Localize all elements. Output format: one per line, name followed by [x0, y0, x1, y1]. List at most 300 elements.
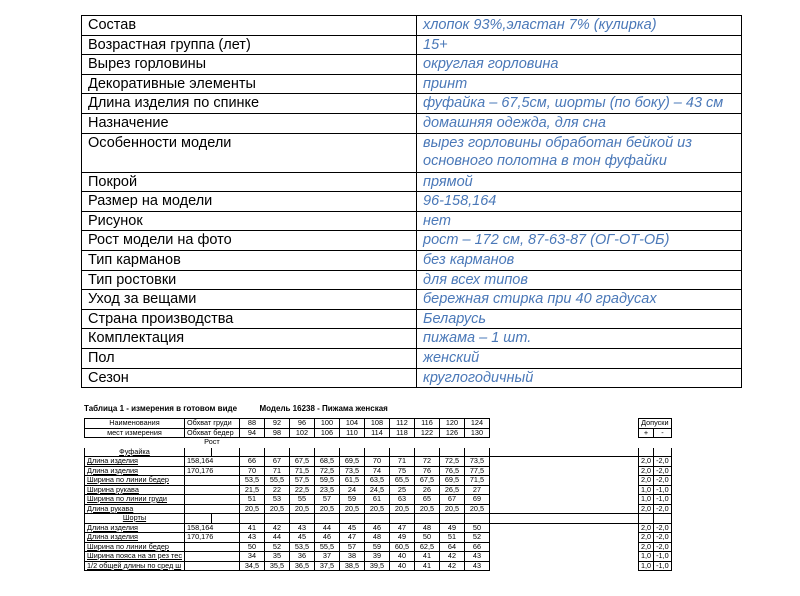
tolerance-minus-value: -2,0	[654, 542, 672, 552]
empty-cell	[314, 438, 339, 448]
measure-value: 52	[264, 542, 289, 552]
spec-value: фуфайка – 67,5см, шорты (по боку) – 43 см	[417, 94, 742, 114]
spec-value: вырез горловины обработан бейкой из основного полотна в тон фуфайки	[417, 133, 742, 172]
height-value	[184, 504, 239, 514]
measurement-name: 1/2 общей длины по сред ш	[85, 561, 185, 571]
measure-value: 42	[439, 552, 464, 562]
spec-label: Тип ростовки	[82, 270, 417, 290]
measure-value: 70	[239, 466, 264, 476]
spec-row	[82, 94, 742, 114]
section-row	[85, 514, 672, 524]
tolerance-plus-value: 1,0	[638, 561, 653, 571]
measure-value: 55	[289, 495, 314, 505]
spec-label: Рисунок	[82, 211, 417, 231]
measure-value: 20,5	[239, 504, 264, 514]
empty-cell	[239, 438, 264, 448]
measure-value: 72,5	[439, 457, 464, 467]
spec-row	[82, 368, 742, 388]
measure-value: 62,5	[414, 542, 439, 552]
chest-size: 104	[339, 419, 364, 429]
measure-value: 71,5	[289, 466, 314, 476]
tolerance-plus-value: 1,0	[638, 495, 653, 505]
meas-row	[85, 533, 672, 543]
measure-value: 20,5	[264, 504, 289, 514]
empty-cell	[364, 514, 389, 524]
spec-row	[82, 211, 742, 231]
measure-value: 46	[364, 523, 389, 533]
measure-value: 44	[314, 523, 339, 533]
tolerance-plus-value: 2,0	[638, 504, 653, 514]
empty-cell	[339, 447, 364, 457]
empty-cell	[439, 514, 464, 524]
hip-size: 126	[439, 428, 464, 438]
section-title: Фуфайка	[85, 447, 185, 457]
spec-row	[82, 231, 742, 251]
empty-cell	[489, 514, 638, 524]
spec-row	[82, 113, 742, 133]
measure-value: 55,5	[314, 542, 339, 552]
measure-value: 57	[314, 495, 339, 505]
measure-value: 72,5	[314, 466, 339, 476]
measure-value: 37,5	[314, 561, 339, 571]
measure-value: 43	[239, 533, 264, 543]
measure-value: 21,5	[239, 485, 264, 495]
measure-value: 34	[239, 552, 264, 562]
measure-value: 76	[414, 466, 439, 476]
empty-cell	[638, 438, 653, 448]
gap-cell	[489, 466, 638, 476]
height-value: 170,176	[184, 533, 239, 543]
measure-value: 51	[239, 495, 264, 505]
measure-value: 48	[414, 523, 439, 533]
measure-value: 26	[414, 485, 439, 495]
meas-row	[85, 504, 672, 514]
measure-value: 69,5	[439, 476, 464, 486]
height-label-row	[85, 438, 672, 448]
measure-value: 53	[264, 495, 289, 505]
measure-value: 36	[289, 552, 314, 562]
empty-cell	[414, 447, 439, 457]
measure-value: 20,5	[414, 504, 439, 514]
tolerance-minus-value: -2,0	[654, 457, 672, 467]
measure-value: 49	[389, 533, 414, 543]
spec-value: 15+	[417, 35, 742, 55]
measurement-caption	[84, 404, 388, 413]
header-name-1: Наименования	[85, 419, 185, 429]
spec-value: без карманов	[417, 250, 742, 270]
measure-value: 23,5	[314, 485, 339, 495]
measure-value: 53,5	[239, 476, 264, 486]
measure-value: 42	[439, 561, 464, 571]
empty-cell	[339, 514, 364, 524]
measure-value: 43	[289, 523, 314, 533]
measurement-name: Ширина рукава	[85, 485, 185, 495]
measure-value: 20,5	[314, 504, 339, 514]
meas-row	[85, 542, 672, 552]
measure-value: 63	[389, 495, 414, 505]
meas-header-row	[85, 428, 672, 438]
height-value	[184, 485, 239, 495]
spec-value: пижама – 1 шт.	[417, 329, 742, 349]
chest-size: 88	[239, 419, 264, 429]
height-value	[184, 476, 239, 486]
measure-value: 53,5	[289, 542, 314, 552]
spec-label: Страна производства	[82, 309, 417, 329]
tolerance-minus-value: -2,0	[654, 504, 672, 514]
measure-value: 39,5	[364, 561, 389, 571]
measure-value: 20,5	[389, 504, 414, 514]
spec-label: Возрастная группа (лет)	[82, 35, 417, 55]
empty-cell	[654, 514, 672, 524]
measure-value: 71	[389, 457, 414, 467]
measure-value: 44	[264, 533, 289, 543]
measure-value: 73,5	[464, 457, 489, 467]
spec-label: Вырез горловины	[82, 55, 417, 75]
spec-row	[82, 192, 742, 212]
empty-cell	[489, 447, 638, 457]
measure-value: 66	[239, 457, 264, 467]
empty-cell	[314, 514, 339, 524]
chest-size: 112	[389, 419, 414, 429]
tolerance-minus-value: -2,0	[654, 533, 672, 543]
measure-value: 47	[339, 533, 364, 543]
measure-value: 67	[439, 495, 464, 505]
spec-value: принт	[417, 74, 742, 94]
gap-cell	[489, 419, 638, 429]
gap-cell	[489, 457, 638, 467]
measure-value: 22,5	[289, 485, 314, 495]
measurement-name: Ширина по линии бедер	[85, 542, 185, 552]
meas-row	[85, 552, 672, 562]
measure-value: 20,5	[339, 504, 364, 514]
tolerance-minus-value: -2,0	[654, 466, 672, 476]
measure-value: 38	[339, 552, 364, 562]
height-value	[184, 561, 239, 571]
measure-value: 37	[314, 552, 339, 562]
measure-value: 35	[264, 552, 289, 562]
empty-cell	[439, 438, 464, 448]
tolerance-minus: -	[654, 428, 672, 438]
measure-value: 50	[239, 542, 264, 552]
empty-cell	[364, 438, 389, 448]
spec-label: Уход за вещами	[82, 290, 417, 310]
tolerance-minus-value: -2,0	[654, 523, 672, 533]
height-value	[184, 542, 239, 552]
measure-value: 59	[339, 495, 364, 505]
measure-value: 50	[464, 523, 489, 533]
spec-value: округлая горловина	[417, 55, 742, 75]
header-name-2: мест измерения	[85, 428, 185, 438]
measure-value: 67,5	[414, 476, 439, 486]
hip-size: 118	[389, 428, 414, 438]
measure-value: 63,5	[364, 476, 389, 486]
spec-label: Комплектация	[82, 329, 417, 349]
meas-header-row	[85, 419, 672, 429]
measure-value: 40	[389, 561, 414, 571]
hip-size: 110	[339, 428, 364, 438]
empty-cell	[489, 438, 638, 448]
tolerance-plus-value: 1,0	[638, 485, 653, 495]
spec-row	[82, 270, 742, 290]
spec-value: рост – 172 см, 87-63-87 (ОГ-ОТ-ОБ)	[417, 231, 742, 251]
spec-row	[82, 290, 742, 310]
empty-cell	[211, 514, 239, 524]
meas-row	[85, 457, 672, 467]
spec-row	[82, 329, 742, 349]
measurement-name: Длина изделия	[85, 533, 185, 543]
measure-value: 24	[339, 485, 364, 495]
measure-value: 27	[464, 485, 489, 495]
meas-row	[85, 466, 672, 476]
measure-value: 70	[364, 457, 389, 467]
measure-value: 45	[289, 533, 314, 543]
empty-cell	[289, 447, 314, 457]
spec-label: Тип карманов	[82, 250, 417, 270]
empty-cell	[439, 447, 464, 457]
measure-value: 57,5	[289, 476, 314, 486]
measure-value: 20,5	[289, 504, 314, 514]
gap-cell	[489, 533, 638, 543]
measure-value: 76,5	[439, 466, 464, 476]
measure-value: 48	[364, 533, 389, 543]
measure-value: 25	[389, 485, 414, 495]
hip-label: Обхват бедер	[184, 428, 239, 438]
measure-value: 59,5	[314, 476, 339, 486]
empty-cell	[464, 514, 489, 524]
empty-cell	[289, 514, 314, 524]
height-value: 158,164	[184, 457, 239, 467]
spec-label: Назначение	[82, 113, 417, 133]
spec-row	[82, 250, 742, 270]
height-value	[184, 495, 239, 505]
tolerance-minus-value: -1,0	[654, 552, 672, 562]
gap-cell	[489, 476, 638, 486]
hip-size: 106	[314, 428, 339, 438]
chest-size: 96	[289, 419, 314, 429]
spec-value: круглогодичный	[417, 368, 742, 388]
chest-label: Обхват груди	[184, 419, 239, 429]
chest-size: 92	[264, 419, 289, 429]
tolerance-minus-value: -2,0	[654, 476, 672, 486]
measure-value: 38,5	[339, 561, 364, 571]
measure-value: 52	[464, 533, 489, 543]
spec-value: домашняя одежда, для сна	[417, 113, 742, 133]
measure-value: 40	[389, 552, 414, 562]
tolerance-plus: +	[638, 428, 653, 438]
empty-cell	[289, 438, 314, 448]
spec-row	[82, 16, 742, 36]
empty-cell	[85, 438, 185, 448]
spec-label: Сезон	[82, 368, 417, 388]
tolerance-plus-value: 2,0	[638, 542, 653, 552]
empty-cell	[264, 514, 289, 524]
measure-value: 60,5	[389, 542, 414, 552]
measurement-table	[84, 418, 672, 571]
tolerance-plus-value: 2,0	[638, 476, 653, 486]
spec-row	[82, 348, 742, 368]
empty-cell	[464, 438, 489, 448]
tolerance-plus-value: 1,0	[638, 552, 653, 562]
measure-value: 51	[439, 533, 464, 543]
spec-label: Размер на модели	[82, 192, 417, 212]
spec-row	[82, 74, 742, 94]
empty-cell	[414, 514, 439, 524]
measure-value: 61,5	[339, 476, 364, 486]
chest-size: 100	[314, 419, 339, 429]
tolerance-minus-value: -1,0	[654, 561, 672, 571]
empty-cell	[264, 447, 289, 457]
measure-value: 24,5	[364, 485, 389, 495]
measure-value: 50	[414, 533, 439, 543]
measure-value: 71	[264, 466, 289, 476]
tolerance-minus-value: -1,0	[654, 485, 672, 495]
empty-cell	[654, 447, 672, 457]
measure-value: 74	[364, 466, 389, 476]
measure-value: 22	[264, 485, 289, 495]
section-title: Шорты	[85, 514, 185, 524]
measure-value: 41	[239, 523, 264, 533]
section-row	[85, 447, 672, 457]
chest-size: 124	[464, 419, 489, 429]
measurement-name: Длина изделия	[85, 457, 185, 467]
empty-cell	[339, 438, 364, 448]
measure-value: 72	[414, 457, 439, 467]
measure-value: 49	[439, 523, 464, 533]
height-value	[184, 552, 239, 562]
spec-label: Особенности модели	[82, 133, 417, 172]
measurement-name: Длина изделия	[85, 466, 185, 476]
empty-cell	[239, 447, 264, 457]
tolerance-plus-value: 2,0	[638, 533, 653, 543]
measure-value: 66	[464, 542, 489, 552]
measure-value: 20,5	[464, 504, 489, 514]
gap-cell	[489, 428, 638, 438]
measure-value: 65	[414, 495, 439, 505]
measurement-name: Ширина по линии бедер	[85, 476, 185, 486]
spec-value: женский	[417, 348, 742, 368]
gap-cell	[489, 495, 638, 505]
empty-cell	[654, 438, 672, 448]
measure-value: 67	[264, 457, 289, 467]
empty-cell	[638, 514, 653, 524]
measure-value: 46	[314, 533, 339, 543]
measure-value: 68,5	[314, 457, 339, 467]
chest-size: 108	[364, 419, 389, 429]
measure-value: 41	[414, 561, 439, 571]
caption-table-label: Таблица 1 - измерения в готовом виде	[84, 404, 238, 413]
hip-size: 114	[364, 428, 389, 438]
spec-row	[82, 55, 742, 75]
empty-cell	[184, 447, 211, 457]
height-value: 158,164	[184, 523, 239, 533]
spec-value: прямой	[417, 172, 742, 192]
tolerance-minus-value: -1,0	[654, 495, 672, 505]
spec-label: Покрой	[82, 172, 417, 192]
hip-size: 102	[289, 428, 314, 438]
tolerance-plus-value: 2,0	[638, 457, 653, 467]
measure-value: 71,5	[464, 476, 489, 486]
measurement-name: Ширина по линии груди	[85, 495, 185, 505]
empty-cell	[314, 447, 339, 457]
spec-label: Декоративные элементы	[82, 74, 417, 94]
measure-value: 26,5	[439, 485, 464, 495]
tolerance-plus-value: 2,0	[638, 466, 653, 476]
height-label: Рост	[204, 437, 220, 446]
spec-value: для всех типов	[417, 270, 742, 290]
measure-value: 73,5	[339, 466, 364, 476]
spec-value: бережная стирка при 40 градусах	[417, 290, 742, 310]
measure-value: 34,5	[239, 561, 264, 571]
product-spec-table	[81, 15, 742, 388]
measure-value: 69	[464, 495, 489, 505]
measure-value: 69,5	[339, 457, 364, 467]
tolerance-label: Допуски	[638, 419, 671, 429]
spec-label: Длина изделия по спинке	[82, 94, 417, 114]
measure-value: 41	[414, 552, 439, 562]
empty-cell	[184, 514, 211, 524]
hip-size: 98	[264, 428, 289, 438]
gap-cell	[489, 504, 638, 514]
measure-value: 75	[389, 466, 414, 476]
spec-value: Беларусь	[417, 309, 742, 329]
measure-value: 55,5	[264, 476, 289, 486]
spec-value: нет	[417, 211, 742, 231]
measure-value: 20,5	[439, 504, 464, 514]
gap-cell	[489, 552, 638, 562]
tolerance-plus-value: 2,0	[638, 523, 653, 533]
meas-row	[85, 523, 672, 533]
measure-value: 45	[339, 523, 364, 533]
empty-cell	[264, 438, 289, 448]
chest-size: 120	[439, 419, 464, 429]
chest-size: 116	[414, 419, 439, 429]
measure-value: 57	[339, 542, 364, 552]
measurement-name: Ширина пояса на эл рез тес	[85, 552, 185, 562]
measure-value: 65,5	[389, 476, 414, 486]
measure-value: 59	[364, 542, 389, 552]
measure-value: 20,5	[364, 504, 389, 514]
caption-model-label: Модель 16238 - Пижама женская	[259, 404, 388, 413]
measure-value: 36,5	[289, 561, 314, 571]
gap-cell	[489, 485, 638, 495]
spec-row	[82, 309, 742, 329]
empty-cell	[211, 447, 239, 457]
spec-label: Рост модели на фото	[82, 231, 417, 251]
measure-value: 35,5	[264, 561, 289, 571]
spec-row	[82, 172, 742, 192]
empty-cell	[638, 447, 653, 457]
meas-row	[85, 476, 672, 486]
empty-cell	[464, 447, 489, 457]
measure-value: 47	[389, 523, 414, 533]
gap-cell	[489, 561, 638, 571]
measure-value: 61	[364, 495, 389, 505]
spec-row	[82, 133, 742, 172]
empty-cell	[389, 438, 414, 448]
empty-cell	[414, 438, 439, 448]
measure-value: 42	[264, 523, 289, 533]
measurement-name: Длина изделия	[85, 523, 185, 533]
measure-value: 43	[464, 552, 489, 562]
height-value: 170,176	[184, 466, 239, 476]
measurement-name: Длина рукава	[85, 504, 185, 514]
measure-value: 77,5	[464, 466, 489, 476]
spec-value: хлопок 93%,эластан 7% (кулирка)	[417, 16, 742, 36]
meas-row	[85, 495, 672, 505]
measure-value: 67,5	[289, 457, 314, 467]
spec-value: 96-158,164	[417, 192, 742, 212]
spec-row	[82, 35, 742, 55]
